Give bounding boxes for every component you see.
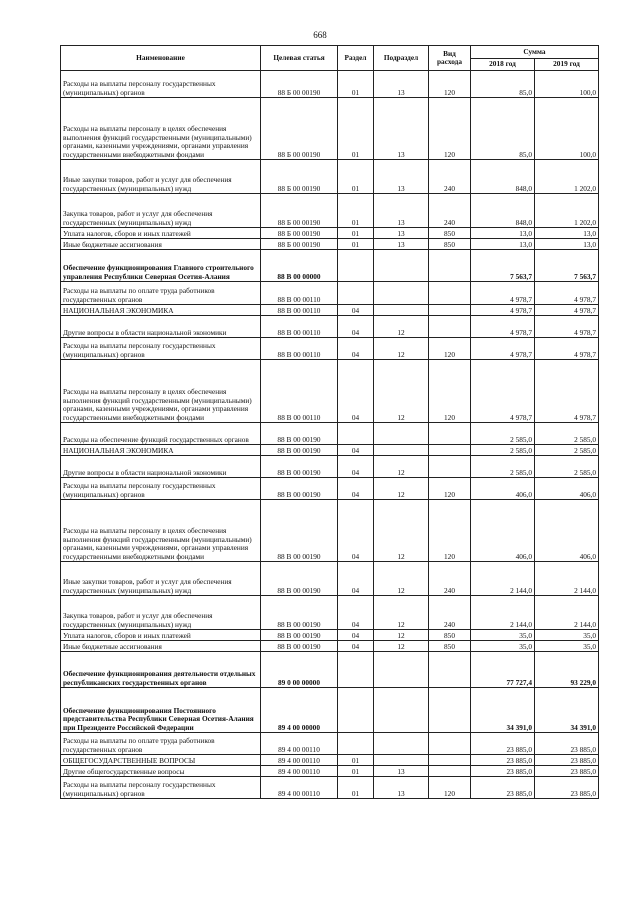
row-target-article: 88 В 00 00190 [261,478,338,500]
row-sum-2019: 2 585,0 [535,445,599,456]
table-row [61,71,599,98]
row-sum-2019: 100,0 [535,71,599,98]
row-name: Обеспечение функционирования деятельности отдельных республиканских государственных органов [61,652,261,688]
row-target-article: 89 4 00 00000 [261,688,338,733]
row-sum-2019: 1 202,0 [535,194,599,228]
row-subsection: 12 [374,456,429,478]
row-sum-2019: 13,0 [535,228,599,239]
row-name: Другие вопросы в области национальной экономики [61,316,261,338]
row-expense-type [429,282,471,305]
row-expense-type [429,423,471,445]
row-section [338,282,374,305]
table-row [61,755,599,766]
row-sum-2018: 23 885,0 [471,755,535,766]
table-row [61,733,599,755]
header-expense-type: Вид расхода [429,46,471,71]
table-row [61,98,599,160]
row-sum-2019: 2 585,0 [535,456,599,478]
row-name: Расходы на выплаты персоналу в целях обеспечения выполнения функций государственными (муниципальными) органами, казенными учреждениями, органами управления государственными внебюджетными фондами [61,500,261,562]
row-name: Расходы на выплаты по оплате труда работников государственных органов [61,733,261,755]
row-expense-type [429,456,471,478]
table-row [61,596,599,630]
row-sum-2018: 406,0 [471,500,535,562]
row-expense-type: 120 [429,71,471,98]
row-target-article: 89 4 00 00110 [261,766,338,777]
row-subsection [374,305,429,316]
row-target-article: 89 4 00 00110 [261,755,338,766]
row-section: 01 [338,98,374,160]
row-subsection: 12 [374,360,429,423]
row-name: НАЦИОНАЛЬНАЯ ЭКОНОМИКА [61,445,261,456]
row-expense-type: 120 [429,338,471,360]
budget-table [60,45,599,799]
table-row [61,500,599,562]
row-target-article: 88 Б 00 00190 [261,228,338,239]
row-name: Другие вопросы в области национальной экономики [61,456,261,478]
row-sum-2019: 35,0 [535,641,599,652]
row-sum-2018: 4 978,7 [471,338,535,360]
row-sum-2019: 93 229,0 [535,652,599,688]
row-subsection: 12 [374,596,429,630]
table-row [61,652,599,688]
row-sum-2018: 7 563,7 [471,250,535,282]
table-row [61,282,599,305]
row-sum-2018: 23 885,0 [471,766,535,777]
row-section: 01 [338,228,374,239]
row-subsection: 12 [374,338,429,360]
row-subsection [374,733,429,755]
row-expense-type: 120 [429,777,471,799]
row-section: 01 [338,766,374,777]
row-sum-2018: 2 585,0 [471,445,535,456]
row-section: 01 [338,160,374,194]
row-name: Расходы на выплаты персоналу государственных (муниципальных) органов [61,71,261,98]
row-sum-2019: 23 885,0 [535,755,599,766]
row-section: 04 [338,630,374,641]
row-target-article: 88 В 00 00190 [261,456,338,478]
row-section: 01 [338,755,374,766]
row-sum-2018: 848,0 [471,160,535,194]
table-row [61,456,599,478]
table-row [61,360,599,423]
row-subsection: 13 [374,228,429,239]
row-expense-type: 850 [429,239,471,250]
row-section: 01 [338,777,374,799]
row-expense-type [429,250,471,282]
row-section: 04 [338,596,374,630]
row-sum-2018: 4 978,7 [471,360,535,423]
row-name: ОБЩЕГОСУДАРСТВЕННЫЕ ВОПРОСЫ [61,755,261,766]
row-subsection: 13 [374,777,429,799]
row-sum-2018: 23 885,0 [471,777,535,799]
row-sum-2018: 77 727,4 [471,652,535,688]
row-section: 04 [338,478,374,500]
table-row [61,305,599,316]
row-subsection: 13 [374,766,429,777]
row-sum-2018: 34 391,0 [471,688,535,733]
row-sum-2018: 13,0 [471,239,535,250]
row-target-article: 89 4 00 00110 [261,777,338,799]
row-expense-type [429,305,471,316]
row-name: НАЦИОНАЛЬНАЯ ЭКОНОМИКА [61,305,261,316]
row-subsection: 12 [374,641,429,652]
row-sum-2018: 85,0 [471,71,535,98]
table-body [61,71,599,799]
row-section [338,423,374,445]
row-subsection: 12 [374,562,429,596]
row-sum-2018: 2 585,0 [471,456,535,478]
row-sum-2019: 4 978,7 [535,360,599,423]
row-sum-2018: 2 144,0 [471,562,535,596]
row-name: Иные бюджетные ассигнования [61,239,261,250]
row-expense-type [429,688,471,733]
row-expense-type: 850 [429,228,471,239]
row-subsection [374,250,429,282]
row-expense-type [429,733,471,755]
header-subsection: Подраздел [374,46,429,71]
row-expense-type: 120 [429,360,471,423]
table-row [61,239,599,250]
row-name: Закупка товаров, работ и услуг для обеспечения государственных (муниципальных) нужд [61,596,261,630]
row-target-article: 88 В 00 00000 [261,250,338,282]
table-row [61,445,599,456]
row-target-article: 88 Б 00 00190 [261,71,338,98]
row-sum-2019: 7 563,7 [535,250,599,282]
row-subsection: 13 [374,239,429,250]
row-name: Уплата налогов, сборов и иных платежей [61,228,261,239]
page-number: 668 [313,30,327,40]
row-sum-2018: 848,0 [471,194,535,228]
table-row [61,228,599,239]
row-target-article: 88 В 00 00190 [261,596,338,630]
row-sum-2019: 4 978,7 [535,316,599,338]
row-expense-type: 240 [429,562,471,596]
row-sum-2018: 13,0 [471,228,535,239]
row-subsection: 12 [374,630,429,641]
row-subsection: 12 [374,316,429,338]
row-name: Расходы на выплаты персоналу в целях обеспечения выполнения функций государственными (муниципальными) органами, казенными учреждениями, органами управления государственными внебюджетными фондами [61,98,261,160]
row-name: Другие общегосударственные вопросы [61,766,261,777]
row-sum-2019: 13,0 [535,239,599,250]
row-target-article: 88 В 00 00110 [261,316,338,338]
row-subsection: 13 [374,160,429,194]
row-section: 04 [338,562,374,596]
row-sum-2019: 100,0 [535,98,599,160]
header-sum: Сумма [471,46,599,59]
row-subsection [374,755,429,766]
row-subsection [374,445,429,456]
row-target-article: 88 В 00 00190 [261,641,338,652]
table-row [61,641,599,652]
row-expense-type: 240 [429,160,471,194]
row-expense-type: 120 [429,500,471,562]
table-row [61,630,599,641]
row-section: 04 [338,305,374,316]
row-subsection: 12 [374,500,429,562]
row-expense-type [429,316,471,338]
row-section: 01 [338,194,374,228]
row-subsection: 13 [374,98,429,160]
row-expense-type [429,755,471,766]
table-row [61,316,599,338]
row-section: 01 [338,71,374,98]
row-target-article: 88 В 00 00190 [261,630,338,641]
header-section: Раздел [338,46,374,71]
header-year-2019: 2019 год [535,59,599,71]
row-expense-type [429,652,471,688]
row-subsection [374,688,429,733]
row-sum-2018: 35,0 [471,641,535,652]
row-subsection: 12 [374,478,429,500]
row-name: Расходы на выплаты персоналу государственных (муниципальных) органов [61,338,261,360]
row-target-article: 88 Б 00 00190 [261,239,338,250]
row-sum-2019: 4 978,7 [535,282,599,305]
row-name: Расходы на выплаты по оплате труда работников государственных органов [61,282,261,305]
row-target-article: 88 В 00 00190 [261,562,338,596]
row-expense-type: 120 [429,478,471,500]
row-section [338,688,374,733]
row-section [338,250,374,282]
row-expense-type: 240 [429,194,471,228]
header-year-2018: 2018 год [471,59,535,71]
row-sum-2019: 23 885,0 [535,777,599,799]
row-section: 04 [338,360,374,423]
row-target-article: 88 В 00 00110 [261,360,338,423]
row-name: Расходы на обеспечение функций государственных органов [61,423,261,445]
row-section: 01 [338,239,374,250]
table-row [61,478,599,500]
row-name: Уплата налогов, сборов и иных платежей [61,630,261,641]
row-name: Закупка товаров, работ и услуг для обеспечения государственных (муниципальных) нужд [61,194,261,228]
row-sum-2019: 23 885,0 [535,733,599,755]
header-name: Наименование [61,46,261,71]
row-target-article: 89 0 00 00000 [261,652,338,688]
row-sum-2018: 23 885,0 [471,733,535,755]
row-subsection [374,282,429,305]
row-section [338,652,374,688]
row-sum-2018: 4 978,7 [471,305,535,316]
row-expense-type: 120 [429,98,471,160]
row-section: 04 [338,456,374,478]
row-sum-2019: 2 144,0 [535,562,599,596]
header-target-article: Целевая статья [261,46,338,71]
row-target-article: 88 В 00 00190 [261,500,338,562]
row-expense-type: 240 [429,596,471,630]
row-expense-type [429,445,471,456]
row-name: Расходы на выплаты персоналу государственных (муниципальных) органов [61,478,261,500]
row-subsection [374,652,429,688]
row-target-article: 89 4 00 00110 [261,733,338,755]
row-target-article: 88 Б 00 00190 [261,160,338,194]
row-subsection: 13 [374,71,429,98]
row-sum-2018: 2 144,0 [471,596,535,630]
row-section: 04 [338,500,374,562]
table-row [61,688,599,733]
row-sum-2018: 2 585,0 [471,423,535,445]
table-row [61,338,599,360]
row-target-article: 88 Б 00 00190 [261,194,338,228]
table-row [61,194,599,228]
row-sum-2018: 35,0 [471,630,535,641]
table-row [61,423,599,445]
row-target-article: 88 В 00 00110 [261,338,338,360]
row-name: Иные закупки товаров, работ и услуг для обеспечения государственных (муниципальных) нужд [61,160,261,194]
row-subsection [374,423,429,445]
row-sum-2018: 4 978,7 [471,316,535,338]
row-sum-2019: 406,0 [535,500,599,562]
row-section: 04 [338,445,374,456]
table-row [61,250,599,282]
row-sum-2019: 2 144,0 [535,596,599,630]
row-sum-2018: 4 978,7 [471,282,535,305]
row-name: Иные закупки товаров, работ и услуг для обеспечения государственных (муниципальных) нужд [61,562,261,596]
row-sum-2019: 23 885,0 [535,766,599,777]
row-expense-type [429,766,471,777]
row-name: Расходы на выплаты персоналу в целях обеспечения выполнения функций государственными (муниципальными) органами, казенными учреждениями, органами управления государственными внебюджетными фондами [61,360,261,423]
row-sum-2019: 1 202,0 [535,160,599,194]
row-name: Обеспечение функционирования Постоянного представительства Республики Северная Осетия-Алания при Президенте Российской Федерации [61,688,261,733]
row-sum-2018: 406,0 [471,478,535,500]
row-section [338,733,374,755]
table-row [61,160,599,194]
table-row [61,777,599,799]
row-target-article: 88 В 00 00190 [261,423,338,445]
row-name: Расходы на выплаты персоналу государственных (муниципальных) органов [61,777,261,799]
row-target-article: 88 В 00 00110 [261,305,338,316]
table-row [61,562,599,596]
row-sum-2019: 4 978,7 [535,338,599,360]
row-sum-2019: 34 391,0 [535,688,599,733]
row-section: 04 [338,316,374,338]
row-section: 04 [338,338,374,360]
row-sum-2019: 35,0 [535,630,599,641]
row-sum-2019: 406,0 [535,478,599,500]
row-target-article: 88 Б 00 00190 [261,98,338,160]
row-section: 04 [338,641,374,652]
row-name: Обеспечение функционирования Главного строительного управления Республики Северная Осетия-Алания [61,250,261,282]
row-sum-2018: 85,0 [471,98,535,160]
row-name: Иные бюджетные ассигнования [61,641,261,652]
row-subsection: 13 [374,194,429,228]
row-expense-type: 850 [429,641,471,652]
row-sum-2019: 4 978,7 [535,305,599,316]
row-expense-type: 850 [429,630,471,641]
row-target-article: 88 В 00 00110 [261,282,338,305]
row-sum-2019: 2 585,0 [535,423,599,445]
row-target-article: 88 В 00 00190 [261,445,338,456]
table-row [61,766,599,777]
